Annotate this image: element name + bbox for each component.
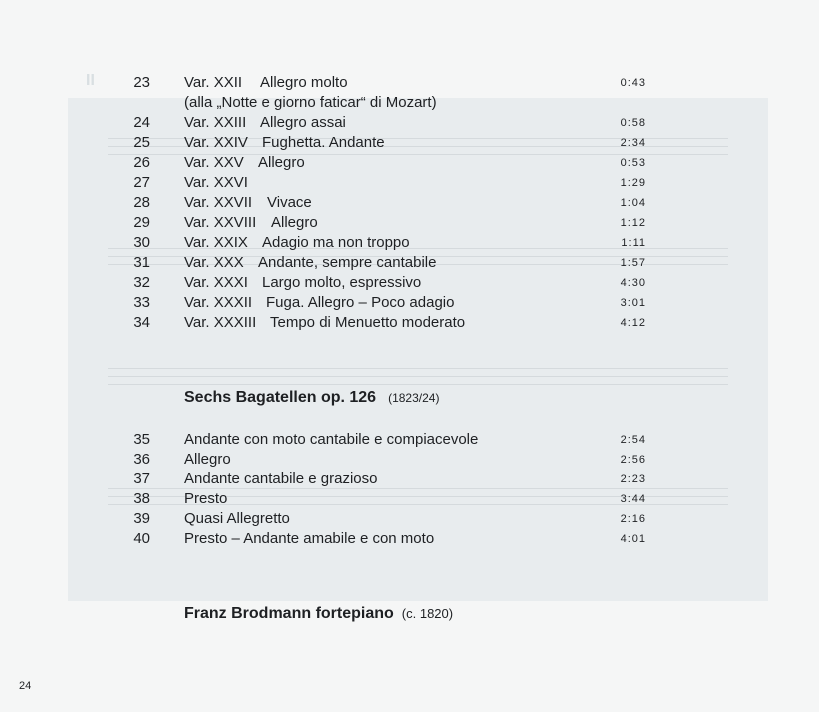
track-title: Allegro <box>258 154 305 171</box>
track-row <box>0 450 700 470</box>
variation-number: Var. XXXIII <box>184 314 257 331</box>
track-duration: 0:53 <box>620 157 646 169</box>
track-number: 30 <box>133 234 150 251</box>
track-number: 35 <box>133 431 150 448</box>
track-row <box>0 133 700 153</box>
variation-number: Var. XXX <box>184 254 244 271</box>
track-duration: 1:29 <box>620 177 646 189</box>
staff-line <box>108 368 728 369</box>
track-duration: 2:23 <box>620 473 646 486</box>
track-title: Presto <box>184 490 228 508</box>
track-number: 23 <box>133 74 150 91</box>
variation-number: Var. XXVIII <box>184 214 257 231</box>
track-duration: 2:16 <box>620 512 646 525</box>
ghost-roman-numeral: II <box>86 72 95 89</box>
track-number: 29 <box>133 214 150 231</box>
track-row <box>0 489 700 509</box>
track-row <box>0 273 700 293</box>
performer-name: Franz Brodmann fortepiano <box>184 605 394 622</box>
track-number: 31 <box>133 254 150 271</box>
track-row <box>0 313 700 333</box>
track-title: Allegro <box>184 450 231 468</box>
track-number: 34 <box>133 314 150 331</box>
section-title-text: Sechs Bagatellen op. 126 <box>184 389 377 406</box>
track-title: Andante cantabile e grazioso <box>184 470 378 488</box>
track-number: 37 <box>133 470 150 488</box>
track-row <box>0 113 700 133</box>
variation-number: Var. XXIV <box>184 134 248 151</box>
track-duration: 4:01 <box>620 532 646 545</box>
track-duration: 2:56 <box>620 453 646 466</box>
track-number: 25 <box>133 134 150 151</box>
track-title: Vivace <box>267 194 312 211</box>
track-row <box>0 73 700 93</box>
track-title: Presto – Andante amabile e con moto <box>184 529 435 547</box>
instrument-year: (c. 1820) <box>401 606 454 621</box>
variation-number: Var. XXIII <box>184 114 247 131</box>
track-row <box>0 173 700 193</box>
page-number: 24 <box>19 680 32 692</box>
section-title <box>184 388 439 408</box>
track-row <box>0 253 700 273</box>
track-duration: 1:57 <box>620 257 646 269</box>
variation-number: Var. XXXII <box>184 294 253 311</box>
track-number: 24 <box>133 114 150 131</box>
track-title: Fuga. Allegro – Poco adagio <box>266 294 455 311</box>
track-row <box>0 153 700 173</box>
track-row <box>0 509 700 529</box>
track-title: Andante, sempre cantabile <box>258 254 437 271</box>
track-row <box>0 529 700 549</box>
track-row <box>0 233 700 253</box>
track-title: Allegro molto <box>260 74 348 91</box>
track-title: Allegro <box>271 214 318 231</box>
track-number: 26 <box>133 154 150 171</box>
track-duration: 1:12 <box>620 217 646 229</box>
track-title: Quasi Allegretto <box>184 509 290 527</box>
track-row <box>0 213 700 233</box>
variation-number: Var. XXVII <box>184 194 253 211</box>
track-number: 36 <box>133 450 150 468</box>
section-years: (1823/24) <box>388 391 440 405</box>
track-row <box>0 293 700 313</box>
track-duration: 0:43 <box>620 77 646 89</box>
variation-number: Var. XXXI <box>184 274 248 291</box>
track-title: Allegro assai <box>260 114 346 131</box>
track-duration: 3:01 <box>620 297 646 309</box>
track-title: Andante con moto cantabile e compiacevole <box>184 431 479 448</box>
track-number: 39 <box>133 509 150 527</box>
variation-number: Var. XXVI <box>184 174 248 191</box>
track-duration: 2:54 <box>620 434 646 446</box>
track-duration: 3:44 <box>620 493 646 506</box>
track-title: Tempo di Menuetto moderato <box>270 314 466 331</box>
track-duration: 2:34 <box>620 137 646 149</box>
track-subtitle: (alla „Notte e giorno faticar“ di Mozart) <box>184 94 437 111</box>
staff-line <box>108 376 728 377</box>
track-title: Adagio ma non troppo <box>262 234 410 251</box>
track-number: 33 <box>133 294 150 311</box>
track-duration: 4:30 <box>620 277 646 289</box>
track-row <box>0 469 700 489</box>
track-number: 28 <box>133 194 150 211</box>
track-title: Fughetta. Andante <box>262 134 385 151</box>
track-duration: 4:12 <box>620 317 646 329</box>
track-number: 27 <box>133 174 150 191</box>
variation-number: Var. XXV <box>184 154 244 171</box>
track-row <box>0 193 700 213</box>
track-title: Largo molto, espressivo <box>262 274 422 291</box>
track-duration: 1:11 <box>621 237 646 249</box>
track-subtitle-row <box>0 93 700 113</box>
track-row <box>0 430 700 450</box>
track-number: 32 <box>133 274 150 291</box>
track-number: 38 <box>133 490 150 508</box>
staff-line <box>108 384 728 385</box>
track-duration: 0:58 <box>620 117 646 129</box>
performer-credit <box>184 604 453 624</box>
variation-number: Var. XXII <box>184 74 243 91</box>
variation-number: Var. XXIX <box>184 234 248 251</box>
track-duration: 1:04 <box>620 197 646 209</box>
track-number: 40 <box>133 529 150 547</box>
